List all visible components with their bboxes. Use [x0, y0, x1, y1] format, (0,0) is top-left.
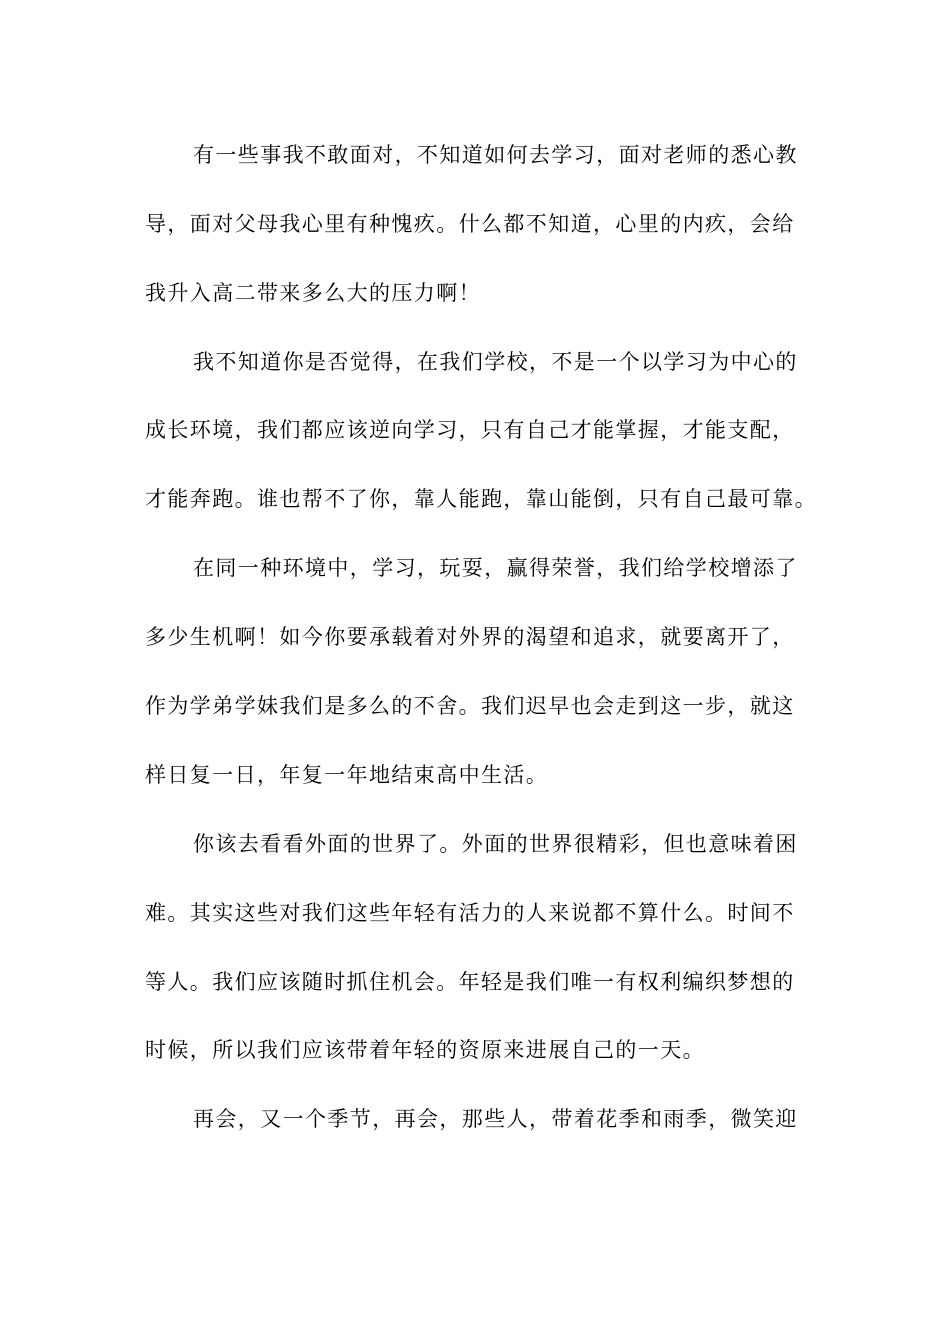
- paragraph-line: 在同一种环境中，学习，玩耍，赢得荣誉，我们给学校增添了: [193, 556, 798, 580]
- paragraph-line: 导，面对父母我心里有种愧疚。什么都不知道，心里的内疚，会给: [145, 212, 795, 236]
- paragraph-line: 等人。我们应该随时抓住机会。年轻是我们唯一有权利编织梦想的: [145, 970, 795, 994]
- paragraph-line: 才能奔跑。谁也帮不了你，靠人能跑，靠山能倒，只有自己最可靠。: [145, 487, 817, 511]
- paragraph-line: 有一些事我不敢面对，不知道如何去学习，面对老师的悉心教: [193, 143, 798, 167]
- paragraph-line: 样日复一日，年复一年地结束高中生活。: [145, 763, 549, 787]
- paragraph-line: 时候，所以我们应该带着年轻的资原来进展自己的一天。: [145, 1038, 705, 1062]
- paragraph-line: 再会，又一个季节，再会，那些人，带着花季和雨季，微笑迎: [193, 1107, 798, 1131]
- paragraph-line: 作为学弟学妹我们是多么的不舍。我们迟早也会走到这一步，就这: [145, 694, 795, 718]
- paragraph-line: 我升入高二带来多么大的压力啊！: [145, 281, 481, 305]
- paragraph-line: 你该去看看外面的世界了。外面的世界很精彩，但也意味着困: [193, 832, 798, 856]
- paragraph-line: 我不知道你是否觉得，在我们学校，不是一个以学习为中心的: [193, 350, 798, 374]
- paragraph-line: 多少生机啊！如今你要承载着对外界的渴望和追求，就要离开了，: [145, 625, 795, 649]
- paragraph-line: 成长环境，我们都应该逆向学习，只有自己才能掌握，才能支配，: [145, 418, 795, 442]
- paragraph-line: 难。其实这些对我们这些年轻有活力的人来说都不算什么。时间不: [145, 901, 795, 925]
